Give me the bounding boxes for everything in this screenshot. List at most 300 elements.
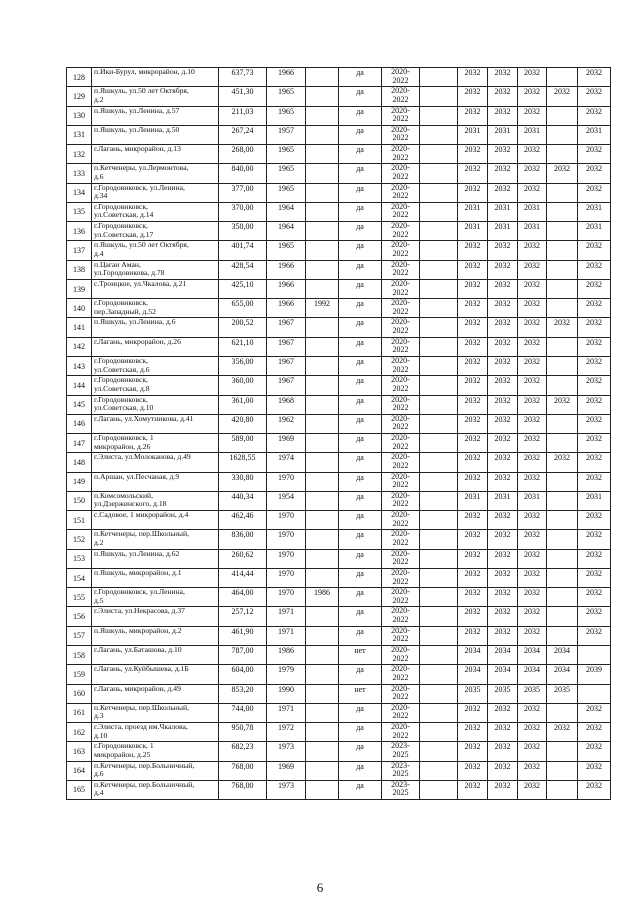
cell-row-number: 128	[67, 68, 92, 87]
cell-year-2: 2032	[488, 453, 518, 472]
cell-overhaul-year	[306, 491, 339, 510]
cell-year-1: 2032	[458, 164, 488, 183]
cell-year-2: 2032	[488, 414, 518, 433]
cell-address: г.Городовиковск, ул.Советская, д.14	[92, 202, 219, 221]
cell-overhaul-year	[306, 723, 339, 742]
cell-overhaul-year	[306, 607, 339, 626]
cell-build-year: 1990	[267, 684, 306, 703]
cell-year-5: 2032	[578, 549, 611, 568]
cell-flag: да	[339, 106, 382, 125]
cell-address: п.Кетченеры, пер.Школьный, д.3	[92, 703, 219, 722]
cell-row-number: 133	[67, 164, 92, 183]
cell-row-number: 161	[67, 703, 92, 722]
cell-build-year: 1970	[267, 511, 306, 530]
cell-period: 2020- 2022	[382, 68, 420, 87]
cell-year-1: 2032	[458, 530, 488, 549]
cell-blank	[420, 511, 458, 530]
cell-overhaul-year	[306, 761, 339, 780]
cell-year-5: 2032	[578, 145, 611, 164]
cell-address: г.Лагань, микрорайон, д.26	[92, 337, 219, 356]
cell-area: 257,12	[219, 607, 267, 626]
cell-flag: да	[339, 356, 382, 375]
cell-period: 2020- 2022	[382, 511, 420, 530]
cell-period: 2020- 2022	[382, 202, 420, 221]
cell-period: 2020- 2022	[382, 106, 420, 125]
cell-area: 853,20	[219, 684, 267, 703]
cell-build-year: 1968	[267, 395, 306, 414]
cell-year-1: 2032	[458, 511, 488, 530]
cell-flag: да	[339, 723, 382, 742]
cell-year-5: 2032	[578, 68, 611, 87]
cell-overhaul-year	[306, 183, 339, 202]
cell-blank	[420, 626, 458, 645]
table-row	[67, 665, 611, 684]
cell-overhaul-year	[306, 703, 339, 722]
cell-year-5: 2032	[578, 453, 611, 472]
cell-overhaul-year	[306, 222, 339, 241]
table-row	[67, 414, 611, 433]
cell-build-year: 1979	[267, 665, 306, 684]
cell-area: 744,00	[219, 703, 267, 722]
cell-blank	[420, 145, 458, 164]
cell-build-year: 1965	[267, 145, 306, 164]
cell-year-4	[547, 106, 578, 125]
cell-period: 2020- 2022	[382, 434, 420, 453]
cell-year-2: 2032	[488, 626, 518, 645]
cell-area: 768,00	[219, 761, 267, 780]
cell-row-number: 145	[67, 395, 92, 414]
cell-year-4: 2032	[547, 318, 578, 337]
cell-area: 836,00	[219, 530, 267, 549]
cell-year-4	[547, 376, 578, 395]
cell-row-number: 143	[67, 356, 92, 375]
cell-overhaul-year	[306, 106, 339, 125]
cell-build-year: 1965	[267, 106, 306, 125]
cell-row-number: 146	[67, 414, 92, 433]
cell-year-2: 2032	[488, 241, 518, 260]
cell-row-number: 131	[67, 125, 92, 144]
cell-year-4	[547, 125, 578, 144]
cell-year-5: 2032	[578, 607, 611, 626]
cell-year-4	[547, 202, 578, 221]
cell-year-3: 2032	[518, 588, 547, 607]
cell-overhaul-year	[306, 260, 339, 279]
cell-flag: да	[339, 337, 382, 356]
cell-blank	[420, 453, 458, 472]
table-row	[67, 780, 611, 799]
cell-address: г.Элиста, ул.Молоканова, д.49	[92, 453, 219, 472]
cell-blank	[420, 164, 458, 183]
cell-year-1: 2032	[458, 414, 488, 433]
table-row	[67, 645, 611, 664]
cell-year-3: 2032	[518, 356, 547, 375]
table-row	[67, 568, 611, 587]
cell-flag: да	[339, 279, 382, 298]
cell-build-year: 1965	[267, 241, 306, 260]
table-row	[67, 626, 611, 645]
cell-year-2: 2032	[488, 780, 518, 799]
cell-blank	[420, 202, 458, 221]
table-row	[67, 395, 611, 414]
cell-year-3: 2032	[518, 434, 547, 453]
cell-year-3: 2031	[518, 202, 547, 221]
table-row	[67, 742, 611, 761]
cell-year-4	[547, 337, 578, 356]
cell-year-5: 2032	[578, 299, 611, 318]
cell-address: г.Городовиковск, пер.Западный, д.52	[92, 299, 219, 318]
cell-row-number: 154	[67, 568, 92, 587]
cell-year-3: 2032	[518, 453, 547, 472]
cell-blank	[420, 665, 458, 684]
cell-year-4	[547, 222, 578, 241]
table-row	[67, 260, 611, 279]
cell-row-number: 156	[67, 607, 92, 626]
cell-build-year: 1964	[267, 222, 306, 241]
cell-year-1: 2032	[458, 68, 488, 87]
cell-year-2: 2032	[488, 279, 518, 298]
table-row	[67, 222, 611, 241]
table-row	[67, 241, 611, 260]
cell-row-number: 141	[67, 318, 92, 337]
cell-year-3: 2032	[518, 549, 547, 568]
cell-overhaul-year: 1992	[306, 299, 339, 318]
cell-overhaul-year	[306, 472, 339, 491]
cell-area: 360,00	[219, 376, 267, 395]
cell-flag: да	[339, 626, 382, 645]
cell-overhaul-year	[306, 568, 339, 587]
cell-row-number: 157	[67, 626, 92, 645]
table-body	[67, 68, 611, 800]
cell-year-3: 2032	[518, 318, 547, 337]
cell-year-3: 2032	[518, 164, 547, 183]
cell-row-number: 153	[67, 549, 92, 568]
cell-blank	[420, 723, 458, 742]
cell-address: г.Лагань, ул.Баташова, д.10	[92, 645, 219, 664]
cell-year-5: 2031	[578, 202, 611, 221]
cell-blank	[420, 703, 458, 722]
cell-year-5: 2032	[578, 511, 611, 530]
cell-area: 768,00	[219, 780, 267, 799]
cell-year-4	[547, 703, 578, 722]
table-row	[67, 723, 611, 742]
cell-area: 420,80	[219, 414, 267, 433]
cell-year-4	[547, 183, 578, 202]
cell-address: г.Городовиковск, ул.Советская, д.8	[92, 376, 219, 395]
cell-period: 2020- 2022	[382, 703, 420, 722]
cell-blank	[420, 434, 458, 453]
table-row	[67, 588, 611, 607]
cell-year-2: 2032	[488, 299, 518, 318]
cell-year-5: 2031	[578, 222, 611, 241]
cell-year-3: 2032	[518, 183, 547, 202]
cell-year-3: 2032	[518, 145, 547, 164]
cell-build-year: 1970	[267, 472, 306, 491]
cell-year-3: 2032	[518, 414, 547, 433]
cell-period: 2020- 2022	[382, 164, 420, 183]
cell-blank	[420, 376, 458, 395]
cell-flag: да	[339, 241, 382, 260]
cell-year-1: 2032	[458, 723, 488, 742]
cell-period: 2020- 2022	[382, 222, 420, 241]
cell-address: г.Элиста, проезд им.Чкалова, д.10	[92, 723, 219, 742]
cell-year-1: 2034	[458, 665, 488, 684]
cell-year-4: 2032	[547, 395, 578, 414]
table-row	[67, 202, 611, 221]
cell-overhaul-year	[306, 202, 339, 221]
cell-year-1: 2032	[458, 356, 488, 375]
cell-year-5: 2032	[578, 376, 611, 395]
cell-period: 2020- 2022	[382, 684, 420, 703]
cell-year-4	[547, 607, 578, 626]
cell-area: 428,54	[219, 260, 267, 279]
cell-area: 464,00	[219, 588, 267, 607]
cell-year-3: 2034	[518, 645, 547, 664]
cell-blank	[420, 568, 458, 587]
cell-year-5: 2032	[578, 434, 611, 453]
cell-area: 462,46	[219, 511, 267, 530]
cell-flag: да	[339, 202, 382, 221]
cell-year-4	[547, 68, 578, 87]
cell-build-year: 1962	[267, 414, 306, 433]
cell-year-2: 2032	[488, 356, 518, 375]
cell-address: п.Ики-Бурул, микрорайон, д.10	[92, 68, 219, 87]
cell-year-4	[547, 299, 578, 318]
cell-blank	[420, 395, 458, 414]
cell-build-year: 1970	[267, 530, 306, 549]
cell-row-number: 136	[67, 222, 92, 241]
cell-blank	[420, 356, 458, 375]
cell-flag: да	[339, 222, 382, 241]
cell-flag: да	[339, 588, 382, 607]
cell-flag: да	[339, 145, 382, 164]
cell-overhaul-year	[306, 279, 339, 298]
cell-year-4: 2034	[547, 665, 578, 684]
cell-build-year: 1954	[267, 491, 306, 510]
cell-build-year: 1971	[267, 703, 306, 722]
cell-address: п.Кетченеры, пер.Больничный, д.6	[92, 761, 219, 780]
cell-period: 2020- 2022	[382, 607, 420, 626]
cell-address: п.Кетченеры, пер.Больничный, д.4	[92, 780, 219, 799]
cell-address: с.Садовое, 1 микрорайон, д.4	[92, 511, 219, 530]
cell-year-2: 2032	[488, 395, 518, 414]
cell-address: п.Яшкуль, ул.Ленина, д.57	[92, 106, 219, 125]
cell-row-number: 134	[67, 183, 92, 202]
cell-row-number: 130	[67, 106, 92, 125]
cell-year-5	[578, 645, 611, 664]
cell-year-3: 2032	[518, 626, 547, 645]
cell-year-4	[547, 780, 578, 799]
cell-overhaul-year	[306, 742, 339, 761]
cell-year-2: 2035	[488, 684, 518, 703]
cell-build-year: 1967	[267, 318, 306, 337]
cell-flag: да	[339, 491, 382, 510]
cell-year-1: 2032	[458, 318, 488, 337]
cell-year-3: 2032	[518, 723, 547, 742]
cell-year-4	[547, 511, 578, 530]
cell-overhaul-year	[306, 164, 339, 183]
cell-blank	[420, 87, 458, 106]
cell-period: 2020- 2022	[382, 260, 420, 279]
cell-year-5: 2031	[578, 125, 611, 144]
cell-overhaul-year	[306, 511, 339, 530]
cell-year-1: 2032	[458, 145, 488, 164]
cell-build-year: 1970	[267, 568, 306, 587]
cell-year-1: 2032	[458, 337, 488, 356]
cell-year-4	[547, 241, 578, 260]
cell-period: 2020- 2022	[382, 588, 420, 607]
cell-build-year: 1965	[267, 183, 306, 202]
cell-year-1: 2035	[458, 684, 488, 703]
cell-flag: да	[339, 87, 382, 106]
cell-flag: да	[339, 453, 382, 472]
cell-blank	[420, 684, 458, 703]
cell-year-1: 2032	[458, 742, 488, 761]
cell-blank	[420, 761, 458, 780]
cell-area: 950,78	[219, 723, 267, 742]
table-row	[67, 453, 611, 472]
cell-blank	[420, 549, 458, 568]
cell-overhaul-year	[306, 645, 339, 664]
cell-row-number: 132	[67, 145, 92, 164]
cell-address: г.Лагань, микрорайон, д.49	[92, 684, 219, 703]
cell-overhaul-year	[306, 241, 339, 260]
cell-year-1: 2032	[458, 241, 488, 260]
cell-year-5: 2032	[578, 780, 611, 799]
cell-build-year: 1971	[267, 607, 306, 626]
cell-area: 425,10	[219, 279, 267, 298]
table-row	[67, 607, 611, 626]
cell-flag: да	[339, 434, 382, 453]
cell-overhaul-year	[306, 780, 339, 799]
cell-year-5: 2032	[578, 568, 611, 587]
cell-build-year: 1967	[267, 356, 306, 375]
cell-build-year: 1986	[267, 645, 306, 664]
cell-year-3: 2035	[518, 684, 547, 703]
cell-period: 2020- 2022	[382, 549, 420, 568]
cell-year-5: 2032	[578, 742, 611, 761]
cell-blank	[420, 742, 458, 761]
cell-area: 267,24	[219, 125, 267, 144]
table-row	[67, 549, 611, 568]
cell-period: 2020- 2022	[382, 645, 420, 664]
cell-area: 451,30	[219, 87, 267, 106]
cell-year-1: 2032	[458, 607, 488, 626]
cell-year-5: 2032	[578, 395, 611, 414]
cell-year-5: 2032	[578, 164, 611, 183]
table-row	[67, 87, 611, 106]
cell-build-year: 1973	[267, 780, 306, 799]
cell-year-3: 2032	[518, 472, 547, 491]
cell-build-year: 1971	[267, 626, 306, 645]
cell-year-2: 2032	[488, 376, 518, 395]
cell-row-number: 140	[67, 299, 92, 318]
cell-year-1: 2032	[458, 376, 488, 395]
cell-blank	[420, 414, 458, 433]
cell-year-5: 2032	[578, 761, 611, 780]
cell-period: 2020- 2022	[382, 491, 420, 510]
cell-year-1: 2032	[458, 472, 488, 491]
cell-area: 440,34	[219, 491, 267, 510]
cell-blank	[420, 588, 458, 607]
cell-period: 2023- 2025	[382, 742, 420, 761]
cell-year-2: 2031	[488, 202, 518, 221]
cell-period: 2020- 2022	[382, 453, 420, 472]
cell-year-5: 2039	[578, 665, 611, 684]
cell-year-5: 2031	[578, 491, 611, 510]
cell-year-2: 2032	[488, 549, 518, 568]
cell-year-3: 2032	[518, 607, 547, 626]
cell-year-1: 2032	[458, 453, 488, 472]
cell-year-5	[578, 684, 611, 703]
cell-area: 370,00	[219, 202, 267, 221]
cell-year-1: 2032	[458, 260, 488, 279]
cell-address: г.Городовиковск, 1 микрорайон, д.26	[92, 434, 219, 453]
cell-year-1: 2034	[458, 645, 488, 664]
cell-year-4	[547, 260, 578, 279]
cell-address: г.Лагань, микрорайон, д.13	[92, 145, 219, 164]
table-row	[67, 703, 611, 722]
cell-year-1: 2032	[458, 183, 488, 202]
cell-period: 2020- 2022	[382, 414, 420, 433]
cell-address: п.Комсомольский, ул.Дзержинского, д.18	[92, 491, 219, 510]
cell-period: 2020- 2022	[382, 472, 420, 491]
cell-year-2: 2032	[488, 530, 518, 549]
cell-year-2: 2032	[488, 337, 518, 356]
table-row	[67, 145, 611, 164]
table-row	[67, 299, 611, 318]
cell-year-2: 2032	[488, 588, 518, 607]
table-row	[67, 164, 611, 183]
cell-year-1: 2032	[458, 87, 488, 106]
cell-area: 260,62	[219, 549, 267, 568]
cell-overhaul-year	[306, 414, 339, 433]
cell-blank	[420, 472, 458, 491]
cell-row-number: 151	[67, 511, 92, 530]
cell-row-number: 160	[67, 684, 92, 703]
cell-blank	[420, 299, 458, 318]
cell-year-1: 2032	[458, 549, 488, 568]
cell-year-1: 2031	[458, 491, 488, 510]
cell-year-5: 2032	[578, 356, 611, 375]
cell-year-3: 2032	[518, 260, 547, 279]
cell-year-5: 2032	[578, 626, 611, 645]
table-row	[67, 106, 611, 125]
cell-year-1: 2032	[458, 106, 488, 125]
cell-build-year: 1966	[267, 299, 306, 318]
cell-area: 621,10	[219, 337, 267, 356]
cell-row-number: 165	[67, 780, 92, 799]
cell-blank	[420, 279, 458, 298]
cell-year-2: 2032	[488, 723, 518, 742]
cell-address: п.Яшкуль, микрорайон, д.2	[92, 626, 219, 645]
cell-year-4	[547, 491, 578, 510]
cell-year-3: 2032	[518, 761, 547, 780]
cell-period: 2020- 2022	[382, 530, 420, 549]
cell-year-5: 2032	[578, 588, 611, 607]
cell-year-3: 2032	[518, 299, 547, 318]
cell-period: 2020- 2022	[382, 299, 420, 318]
cell-year-1: 2032	[458, 299, 488, 318]
cell-year-2: 2032	[488, 511, 518, 530]
cell-year-3: 2032	[518, 742, 547, 761]
cell-row-number: 135	[67, 202, 92, 221]
cell-year-2: 2034	[488, 645, 518, 664]
cell-period: 2020- 2022	[382, 87, 420, 106]
cell-year-5: 2032	[578, 279, 611, 298]
cell-flag: да	[339, 68, 382, 87]
table-row	[67, 183, 611, 202]
cell-overhaul-year	[306, 356, 339, 375]
